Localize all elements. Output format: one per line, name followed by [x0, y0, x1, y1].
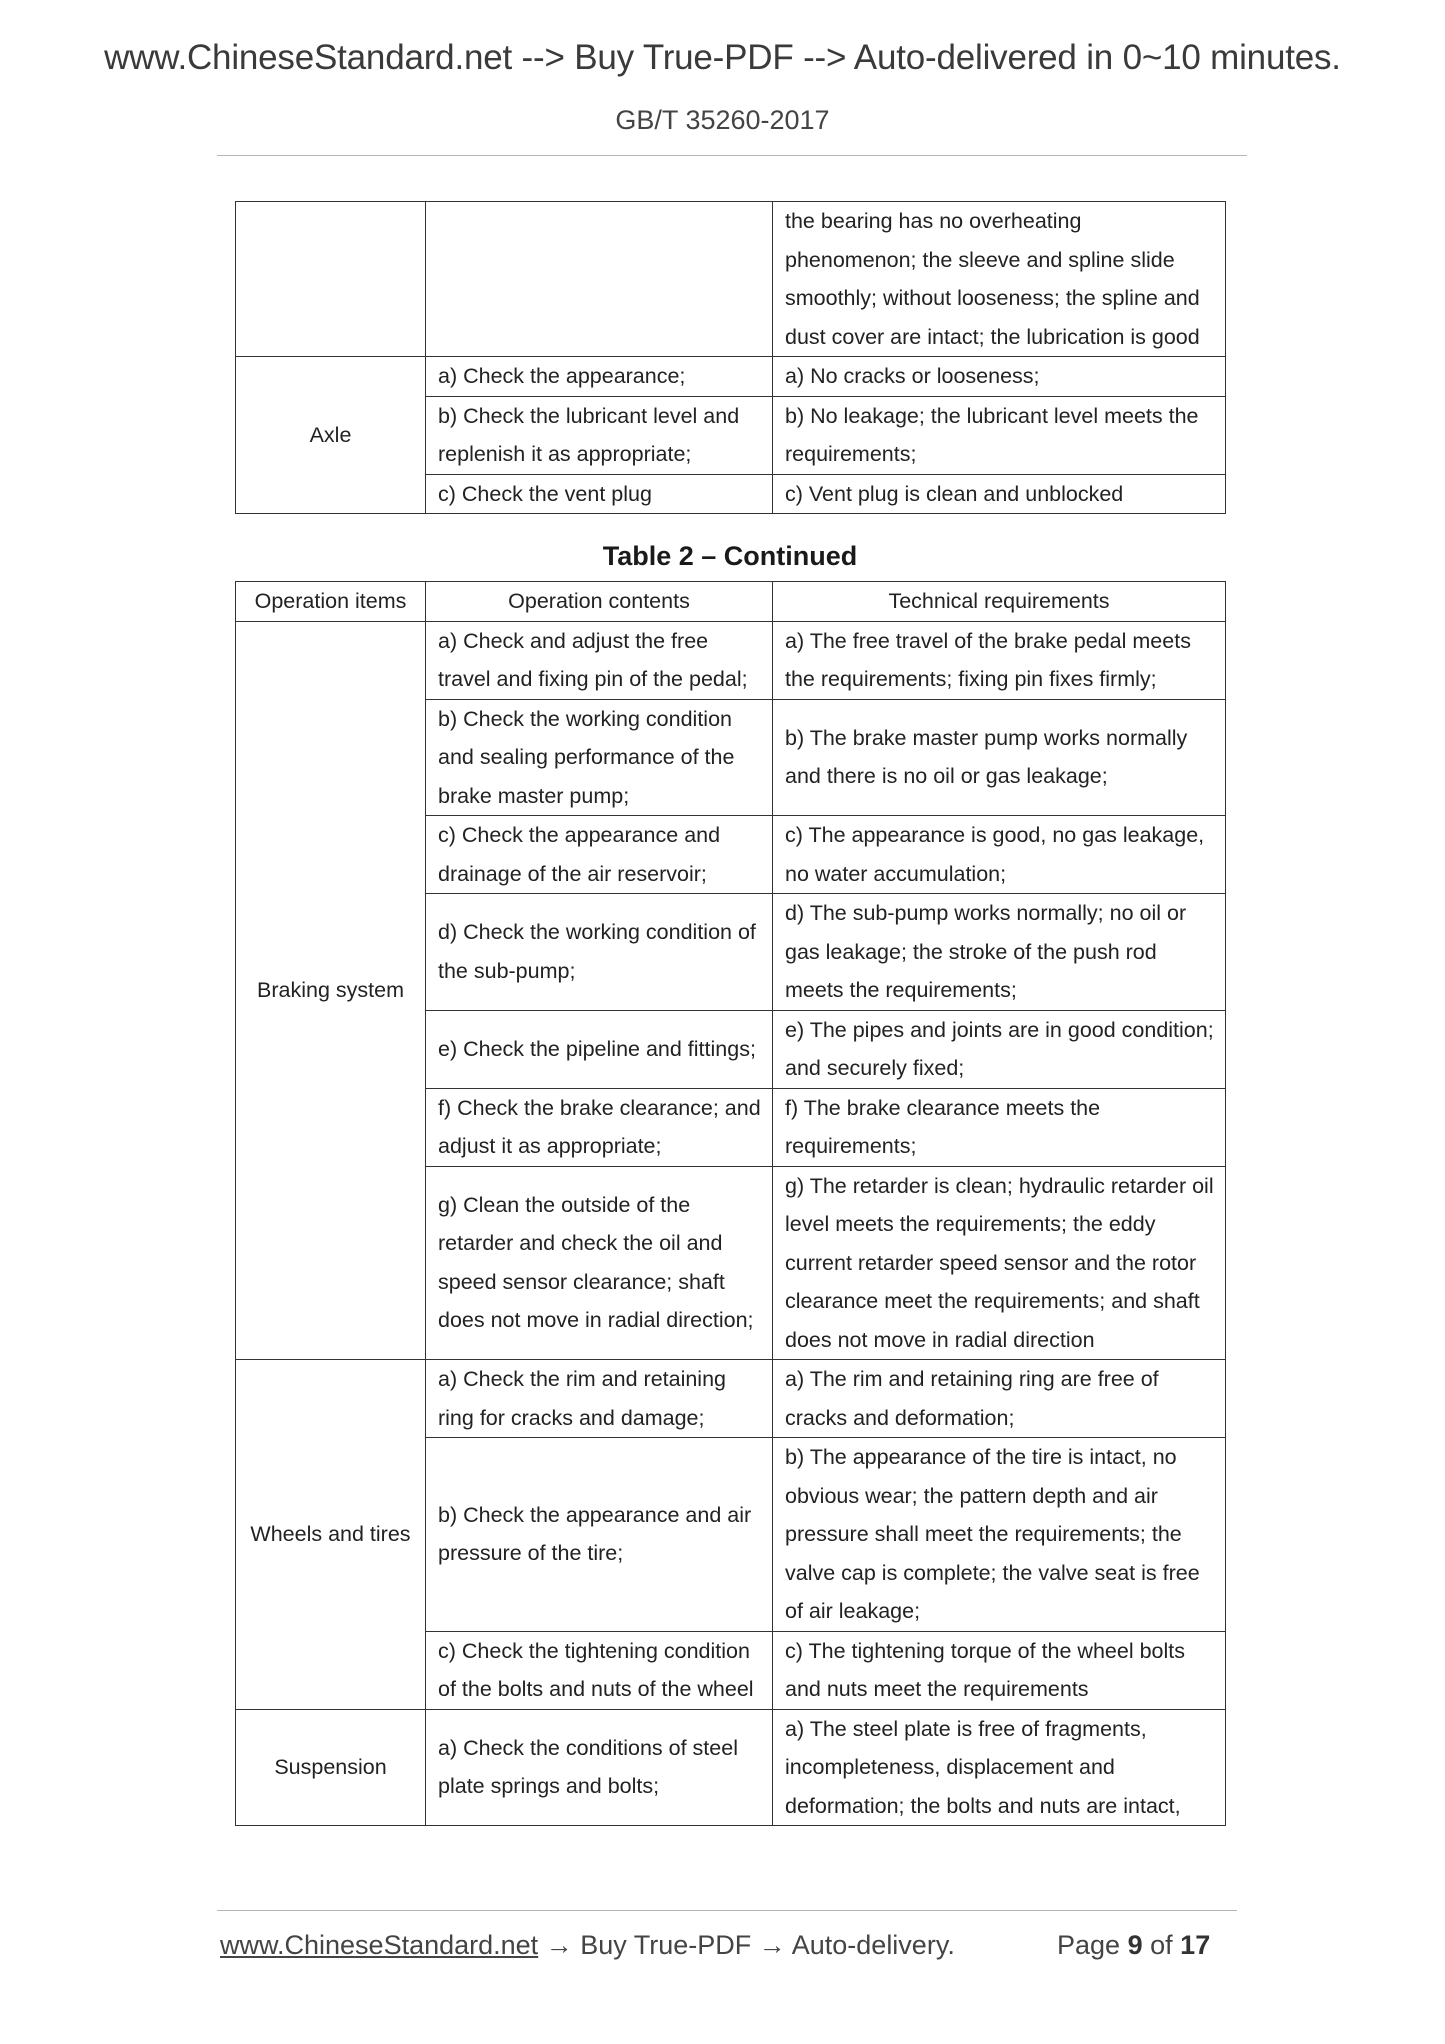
- content-cell: c) Check the appearance and drainage of the air reservoir;: [426, 816, 773, 894]
- requirement-cell: e) The pipes and joints are in good condition; and securely fixed;: [773, 1010, 1226, 1088]
- page-number: 9: [1127, 1930, 1143, 1960]
- column-header-operation-contents: Operation contents: [426, 582, 773, 622]
- table-continuation-top: [235, 201, 1226, 514]
- content-cell: d) Check the working condition of the sub-pump;: [426, 894, 773, 1011]
- document-number: GB/T 35260-2017: [615, 105, 830, 135]
- requirement-cell: b) No leakage; the lubricant level meets the requirements;: [773, 396, 1226, 474]
- table-row: [236, 621, 1226, 699]
- requirement-cell: c) The appearance is good, no gas leakage, no water accumulation;: [773, 816, 1226, 894]
- content-cell: c) Check the tightening condition of the bolts and nuts of the wheel: [426, 1631, 773, 1709]
- footer-promo-text: → Buy True-PDF → Auto-delivery.: [538, 1930, 955, 1960]
- top-banner: www.ChineseStandard.net --> Buy True-PDF --> Auto-delivered in 0~10 minutes.: [104, 38, 1341, 77]
- content-cell: a) Check the appearance;: [426, 357, 773, 397]
- requirement-cell: f) The brake clearance meets the requirements;: [773, 1088, 1226, 1166]
- content-cell: f) Check the brake clearance; and adjust it as appropriate;: [426, 1088, 773, 1166]
- content-cell: c) Check the vent plug: [426, 474, 773, 514]
- requirement-cell: the bearing has no overheating phenomenon; the sleeve and spline slide smoothly; without looseness; the spline and dust cover are intact; the lubrication is good: [773, 202, 1226, 357]
- requirement-cell: a) The free travel of the brake pedal meets the requirements; fixing pin fixes firmly;: [773, 621, 1226, 699]
- item-cell-braking-system: Braking system: [236, 621, 426, 1360]
- table-row: [236, 357, 1226, 397]
- item-cell-wheels-and-tires: Wheels and tires: [236, 1360, 426, 1710]
- table-row: [236, 1360, 1226, 1438]
- content-cell: e) Check the pipeline and fittings;: [426, 1010, 773, 1088]
- footer-site-link[interactable]: www.ChineseStandard.net: [220, 1930, 539, 1960]
- table-row: [236, 1709, 1226, 1826]
- content-cell: b) Check the working condition and sealing performance of the brake master pump;: [426, 699, 773, 816]
- content-cell: b) Check the appearance and air pressure of the tire;: [426, 1438, 773, 1632]
- column-header-technical-requirements: Technical requirements: [773, 582, 1226, 622]
- requirement-cell: a) The steel plate is free of fragments, incompleteness, displacement and deformation; the bolts and nuts are intact,: [773, 1709, 1226, 1826]
- requirement-cell: g) The retarder is clean; hydraulic retarder oil level meets the requirements; the eddy current retarder speed sensor and the rotor clearance meet the requirements; and shaft does not move in radial direction: [773, 1166, 1226, 1360]
- requirement-cell: a) No cracks or looseness;: [773, 357, 1226, 397]
- page-total: 17: [1180, 1930, 1211, 1960]
- requirement-cell: c) Vent plug is clean and unblocked: [773, 474, 1226, 514]
- requirement-cell: a) The rim and retaining ring are free of cracks and deformation;: [773, 1360, 1226, 1438]
- content-cell: a) Check and adjust the free travel and fixing pin of the pedal;: [426, 621, 773, 699]
- requirement-cell: d) The sub-pump works normally; no oil or gas leakage; the stroke of the push rod meets the requirements;: [773, 894, 1226, 1011]
- column-header-operation-items: Operation items: [236, 582, 426, 622]
- content-cell: a) Check the rim and retaining ring for cracks and damage;: [426, 1360, 773, 1438]
- table-row: [236, 202, 1226, 357]
- page-indicator: [1057, 1930, 1210, 1961]
- content-cell: a) Check the conditions of steel plate springs and bolts;: [426, 1709, 773, 1826]
- item-cell-axle: Axle: [236, 357, 426, 514]
- table-2-continued: [235, 581, 1226, 1826]
- item-cell: [236, 202, 426, 357]
- content-cell: [426, 202, 773, 357]
- footer-divider: [217, 1910, 1237, 1911]
- requirement-cell: b) The brake master pump works normally and there is no oil or gas leakage;: [773, 699, 1226, 816]
- item-cell-suspension: Suspension: [236, 1709, 426, 1826]
- table-caption: Table 2 – Continued: [602, 541, 858, 571]
- content-cell: g) Clean the outside of the retarder and check the oil and speed sensor clearance; shaft does not move in radial direction;: [426, 1166, 773, 1360]
- header-divider: [217, 155, 1247, 156]
- requirement-cell: c) The tightening torque of the wheel bolts and nuts meet the requirements: [773, 1631, 1226, 1709]
- requirement-cell: b) The appearance of the tire is intact, no obvious wear; the pattern depth and air pressure shall meet the requirements; the valve cap is complete; the valve seat is free of air leakage;: [773, 1438, 1226, 1632]
- of-label: of: [1150, 1930, 1173, 1960]
- content-cell: b) Check the lubricant level and replenish it as appropriate;: [426, 396, 773, 474]
- footer-promo: [220, 1930, 955, 1961]
- page-label: Page: [1057, 1930, 1121, 1960]
- table-header-row: [236, 582, 1226, 622]
